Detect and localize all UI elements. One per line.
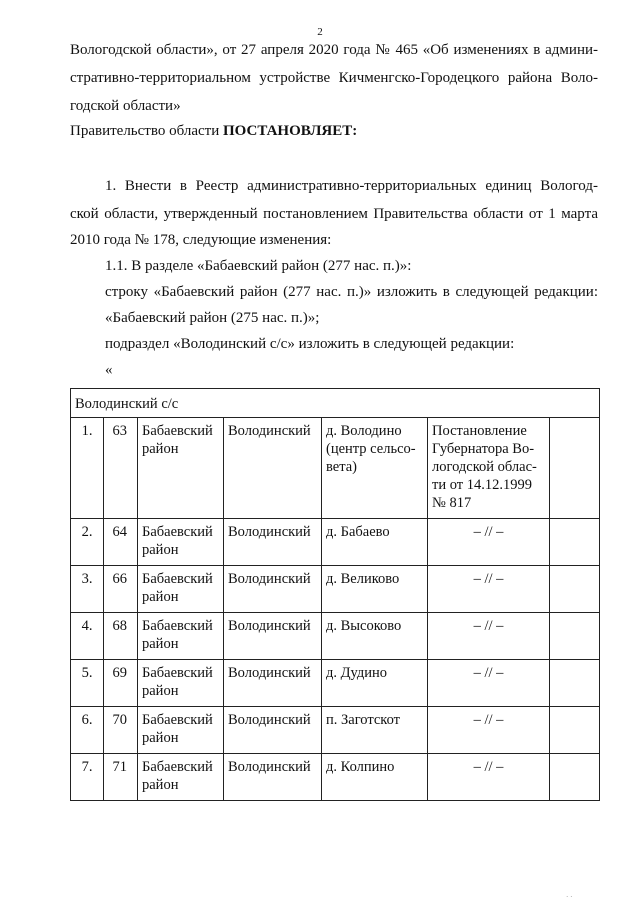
document-cell: – // – — [428, 519, 550, 566]
section-title: Володинский с/с — [71, 389, 600, 418]
continuation-line-2: стративно-территориальном устройстве Кичменгско-Городецкого района Воло- — [70, 70, 598, 86]
place-cell: д. Бабаево — [322, 519, 428, 566]
decree-prefix: Правительство области — [70, 123, 223, 139]
council-cell: Володинский — [224, 707, 322, 754]
document-cell: – // – — [428, 707, 550, 754]
document-cell: – // – — [428, 660, 550, 707]
document-cell: – // – — [428, 754, 550, 801]
row-id: 70 — [104, 707, 138, 754]
row-id: 71 — [104, 754, 138, 801]
document-cell: – // – — [428, 613, 550, 660]
place-cell: д. Колпино — [322, 754, 428, 801]
place-cell: д. Великово — [322, 566, 428, 613]
continuation-line-3: годской области» — [70, 98, 181, 114]
document-cell: Постановление Губернатора Во-логодской облас-ти от 14.12.1999 № 817 — [428, 418, 550, 519]
item1-line-3: 2010 года № 178, следующие изменения: — [70, 232, 332, 248]
row-number: 6. — [71, 707, 104, 754]
open-quote: « — [105, 362, 113, 378]
item1-line-1: 1. Внести в Реестр административно-территориальных единиц Вологод- — [105, 178, 598, 194]
district-cell: Бабаевский район — [138, 660, 224, 707]
row-id: 66 — [104, 566, 138, 613]
district-cell: Бабаевский район — [138, 519, 224, 566]
place-cell: д. Володино (центр сельсо-вета) — [322, 418, 428, 519]
document-cell: – // – — [428, 566, 550, 613]
table-row — [71, 566, 600, 613]
decree-emphasis: ПОСТАНОВЛЯЕТ: — [222, 123, 358, 139]
table-row — [71, 613, 600, 660]
subsection-line: подраздел «Володинский с/с» изложить в следующей редакции: — [105, 336, 515, 352]
extra-cell — [550, 613, 600, 660]
table-row — [71, 707, 600, 754]
decree-line — [70, 121, 357, 142]
item-1-1: 1.1. В разделе «Бабаевский район (277 нас. п.)»: — [105, 258, 412, 274]
item1-line-2: ской области, утвержденный постановлением Правительства области от 1 марта — [70, 206, 598, 222]
place-cell: п. Заготскот — [322, 707, 428, 754]
extra-cell — [550, 418, 600, 519]
district-cell: Бабаевский район — [138, 613, 224, 660]
council-cell: Володинский — [224, 613, 322, 660]
continuation-line-1: Вологодской области», от 27 апреля 2020 года № 465 «Об изменениях в админи- — [70, 42, 598, 58]
council-cell: Володинский — [224, 754, 322, 801]
row-number: 1. — [71, 418, 104, 519]
district-cell: Бабаевский район — [138, 566, 224, 613]
council-cell: Володинский — [224, 418, 322, 519]
district-cell: Бабаевский район — [138, 707, 224, 754]
place-cell: д. Дудино — [322, 660, 428, 707]
row-number: 5. — [71, 660, 104, 707]
council-cell: Володинский — [224, 566, 322, 613]
row-number: 2. — [71, 519, 104, 566]
extra-cell — [550, 707, 600, 754]
row-id: 63 — [104, 418, 138, 519]
row-id: 68 — [104, 613, 138, 660]
extra-cell — [550, 566, 600, 613]
scan-mark-decoration: · · — [566, 893, 573, 901]
extra-cell — [550, 660, 600, 707]
district-cell: Бабаевский район — [138, 418, 224, 519]
row-number: 4. — [71, 613, 104, 660]
council-cell: Володинский — [224, 660, 322, 707]
table-row — [71, 754, 600, 801]
page-number: 2 — [317, 26, 323, 38]
new-value-line: «Бабаевский район (275 нас. п.)»; — [105, 310, 320, 326]
registry-table — [70, 388, 600, 801]
council-cell: Володинский — [224, 519, 322, 566]
extra-cell — [550, 754, 600, 801]
extra-cell — [550, 519, 600, 566]
table-row — [71, 660, 600, 707]
table-row — [71, 418, 600, 519]
row-id: 69 — [104, 660, 138, 707]
place-cell: д. Высоково — [322, 613, 428, 660]
row-number: 3. — [71, 566, 104, 613]
table-row — [71, 519, 600, 566]
change-line: строку «Бабаевский район (277 нас. п.)» изложить в следующей редакции: — [105, 284, 598, 300]
row-number: 7. — [71, 754, 104, 801]
district-cell: Бабаевский район — [138, 754, 224, 801]
row-id: 64 — [104, 519, 138, 566]
